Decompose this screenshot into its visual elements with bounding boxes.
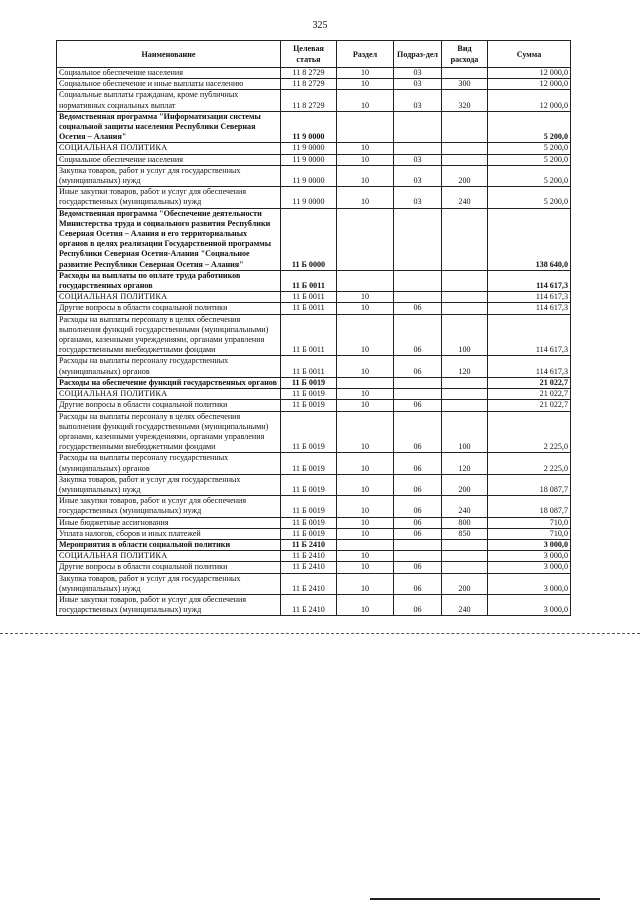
cell-name: Иные закупки товаров, работ и услуг для обеспечения государственных (муниципальных) нужд xyxy=(57,594,281,615)
header-type: Вид расхода xyxy=(442,41,488,68)
cell-subsection: 06 xyxy=(394,474,442,495)
cell-type xyxy=(442,400,488,411)
cell-section: 10 xyxy=(337,356,394,377)
cell-section: 10 xyxy=(337,143,394,154)
cell-type xyxy=(442,562,488,573)
table-row xyxy=(57,539,571,550)
cell-section xyxy=(337,539,394,550)
cell-subsection: 06 xyxy=(394,594,442,615)
cell-type: 240 xyxy=(442,496,488,517)
table-row xyxy=(57,187,571,208)
cell-section: 10 xyxy=(337,517,394,528)
cell-target: 11 Б 0019 xyxy=(281,400,337,411)
cell-type xyxy=(442,303,488,314)
cell-type xyxy=(442,551,488,562)
header-name: Наименование xyxy=(57,41,281,68)
cell-name: Уплата налогов, сборов и иных платежей xyxy=(57,528,281,539)
cell-subsection xyxy=(394,539,442,550)
cell-target: 11 Б 0019 xyxy=(281,453,337,474)
cell-name: Социальные выплаты гражданам, кроме публичных нормативных социальных выплат xyxy=(57,90,281,111)
cell-section: 10 xyxy=(337,154,394,165)
table-row xyxy=(57,303,571,314)
cell-type: 100 xyxy=(442,314,488,356)
cell-name: Иные закупки товаров, работ и услуг для обеспечения государственных (муниципальных) нужд xyxy=(57,496,281,517)
cell-subsection: 06 xyxy=(394,573,442,594)
table-header-row xyxy=(57,41,571,68)
table-row xyxy=(57,528,571,539)
cell-section: 10 xyxy=(337,594,394,615)
cell-type xyxy=(442,292,488,303)
cell-section: 10 xyxy=(337,187,394,208)
table-row xyxy=(57,573,571,594)
cell-section: 10 xyxy=(337,292,394,303)
cell-subsection xyxy=(394,551,442,562)
table-row xyxy=(57,143,571,154)
cell-sum: 3 000,0 xyxy=(488,573,571,594)
cell-subsection: 03 xyxy=(394,154,442,165)
cell-name: Расходы на выплаты персоналу государственных (муниципальных) органов xyxy=(57,356,281,377)
cell-sum: 114 617,3 xyxy=(488,356,571,377)
cell-type: 200 xyxy=(442,165,488,186)
table-row xyxy=(57,517,571,528)
cell-name: Закупка товаров, работ и услуг для государственных (муниципальных) нужд xyxy=(57,165,281,186)
table-row xyxy=(57,292,571,303)
cell-subsection: 06 xyxy=(394,314,442,356)
cell-type: 120 xyxy=(442,356,488,377)
header-subsection: Подраз-дел xyxy=(394,41,442,68)
cell-target: 11 Б 0011 xyxy=(281,356,337,377)
cell-sum: 12 000,0 xyxy=(488,90,571,111)
cell-target: 11 Б 2410 xyxy=(281,594,337,615)
cell-target: 11 9 0000 xyxy=(281,187,337,208)
cell-section: 10 xyxy=(337,573,394,594)
cell-type xyxy=(442,208,488,270)
cell-subsection: 06 xyxy=(394,562,442,573)
cell-subsection: 03 xyxy=(394,68,442,79)
cell-target: 11 8 2729 xyxy=(281,79,337,90)
cell-name: СОЦИАЛЬНАЯ ПОЛИТИКА xyxy=(57,292,281,303)
cell-sum: 12 000,0 xyxy=(488,68,571,79)
page-number: 325 xyxy=(312,20,328,31)
cell-subsection xyxy=(394,111,442,143)
cell-target: 11 9 0000 xyxy=(281,111,337,143)
cell-sum: 5 200,0 xyxy=(488,111,571,143)
cell-section: 10 xyxy=(337,474,394,495)
cell-type: 850 xyxy=(442,528,488,539)
cell-subsection: 03 xyxy=(394,79,442,90)
cell-sum: 12 000,0 xyxy=(488,79,571,90)
cell-subsection: 06 xyxy=(394,517,442,528)
cell-name: СОЦИАЛЬНАЯ ПОЛИТИКА xyxy=(57,143,281,154)
bottom-rule xyxy=(370,898,600,900)
table-row xyxy=(57,496,571,517)
cell-name: Иные закупки товаров, работ и услуг для обеспечения государственных (муниципальных) нужд xyxy=(57,187,281,208)
cell-target: 11 9 0000 xyxy=(281,143,337,154)
cell-target: 11 9 0000 xyxy=(281,165,337,186)
table-row xyxy=(57,90,571,111)
table-row xyxy=(57,474,571,495)
table-row xyxy=(57,389,571,400)
cell-type xyxy=(442,68,488,79)
cell-name: Расходы на обеспечение функций государственных органов xyxy=(57,377,281,388)
cell-sum: 710,0 xyxy=(488,517,571,528)
cell-section: 10 xyxy=(337,303,394,314)
cell-subsection: 06 xyxy=(394,528,442,539)
cut-line xyxy=(0,633,640,634)
table-row xyxy=(57,356,571,377)
cell-target: 11 Б 2410 xyxy=(281,562,337,573)
cell-sum: 114 617,3 xyxy=(488,314,571,356)
cell-type: 120 xyxy=(442,453,488,474)
cell-name: Расходы на выплаты по оплате труда работников государственных органов xyxy=(57,270,281,291)
header-section: Раздел xyxy=(337,41,394,68)
cell-sum: 21 022,7 xyxy=(488,389,571,400)
cell-sum: 5 200,0 xyxy=(488,154,571,165)
cell-target: 11 Б 2410 xyxy=(281,551,337,562)
cell-type: 300 xyxy=(442,79,488,90)
cell-target: 11 Б 0011 xyxy=(281,303,337,314)
cell-section: 10 xyxy=(337,79,394,90)
cell-type xyxy=(442,539,488,550)
cell-target: 11 Б 0011 xyxy=(281,270,337,291)
cell-sum: 5 200,0 xyxy=(488,143,571,154)
cell-name: Расходы на выплаты персоналу в целях обеспечения выполнения функций государственными (муниципальными) органами, казенными учреждениями, органами управления государственными внебюджетными фондами xyxy=(57,411,281,453)
cell-section: 10 xyxy=(337,453,394,474)
cell-section: 10 xyxy=(337,528,394,539)
cell-subsection: 06 xyxy=(394,356,442,377)
cell-name: Социальное обеспечение населения xyxy=(57,154,281,165)
cell-target: 11 8 2729 xyxy=(281,90,337,111)
cell-section xyxy=(337,270,394,291)
cell-subsection xyxy=(394,389,442,400)
cell-target: 11 8 2729 xyxy=(281,68,337,79)
cell-sum: 114 617,3 xyxy=(488,292,571,303)
cell-sum: 3 000,0 xyxy=(488,539,571,550)
cell-section xyxy=(337,111,394,143)
cell-sum: 2 225,0 xyxy=(488,453,571,474)
cell-name: Другие вопросы в области социальной политики xyxy=(57,562,281,573)
table-row xyxy=(57,154,571,165)
cell-target: 11 Б 0019 xyxy=(281,411,337,453)
cell-sum: 5 200,0 xyxy=(488,165,571,186)
table-row xyxy=(57,165,571,186)
table-row xyxy=(57,411,571,453)
cell-type: 200 xyxy=(442,573,488,594)
cell-section: 10 xyxy=(337,389,394,400)
cell-name: Другие вопросы в области социальной политики xyxy=(57,303,281,314)
cell-type xyxy=(442,154,488,165)
cell-subsection: 06 xyxy=(394,453,442,474)
cell-subsection: 06 xyxy=(394,496,442,517)
cell-section xyxy=(337,208,394,270)
cell-sum: 5 200,0 xyxy=(488,187,571,208)
cell-type: 240 xyxy=(442,187,488,208)
cell-type xyxy=(442,143,488,154)
cell-sum: 21 022,7 xyxy=(488,377,571,388)
cell-subsection xyxy=(394,270,442,291)
cell-type xyxy=(442,270,488,291)
cell-subsection xyxy=(394,292,442,303)
table-row xyxy=(57,562,571,573)
cell-target: 11 Б 0019 xyxy=(281,528,337,539)
cell-target: 11 9 0000 xyxy=(281,154,337,165)
table-row xyxy=(57,68,571,79)
table-row xyxy=(57,270,571,291)
cell-section: 10 xyxy=(337,314,394,356)
cell-name: Мероприятия в области социальной политики xyxy=(57,539,281,550)
cell-subsection: 06 xyxy=(394,303,442,314)
cell-subsection xyxy=(394,377,442,388)
cell-name: Закупка товаров, работ и услуг для государственных (муниципальных) нужд xyxy=(57,474,281,495)
cell-target: 11 Б 2410 xyxy=(281,573,337,594)
cell-sum: 138 640,0 xyxy=(488,208,571,270)
cell-section: 10 xyxy=(337,400,394,411)
cell-type xyxy=(442,111,488,143)
cell-name: Иные бюджетные ассигнования xyxy=(57,517,281,528)
cell-section: 10 xyxy=(337,562,394,573)
cell-subsection xyxy=(394,208,442,270)
cell-type: 800 xyxy=(442,517,488,528)
table-row xyxy=(57,453,571,474)
cell-sum: 114 617,3 xyxy=(488,303,571,314)
cell-name: Расходы на выплаты персоналу в целях обеспечения выполнения функций государственными (муниципальными) органами, казенными учреждениями, органами управления государственными внебюджетными фондами xyxy=(57,314,281,356)
cell-sum: 3 000,0 xyxy=(488,594,571,615)
cell-target: 11 Б 0000 xyxy=(281,208,337,270)
cell-type: 320 xyxy=(442,90,488,111)
cell-type xyxy=(442,377,488,388)
cell-sum: 18 087,7 xyxy=(488,496,571,517)
cell-target: 11 Б 2410 xyxy=(281,539,337,550)
cell-section: 10 xyxy=(337,496,394,517)
table-row xyxy=(57,377,571,388)
cell-section: 10 xyxy=(337,90,394,111)
cell-sum: 3 000,0 xyxy=(488,562,571,573)
cell-name: Другие вопросы в области социальной политики xyxy=(57,400,281,411)
table-row xyxy=(57,111,571,143)
cell-subsection: 03 xyxy=(394,187,442,208)
cell-sum: 710,0 xyxy=(488,528,571,539)
cell-name: СОЦИАЛЬНАЯ ПОЛИТИКА xyxy=(57,551,281,562)
cell-target: 11 Б 0011 xyxy=(281,292,337,303)
table-row xyxy=(57,400,571,411)
cell-name: Социальное обеспечение населения xyxy=(57,68,281,79)
cell-type: 100 xyxy=(442,411,488,453)
header-target: Целевая статья xyxy=(281,41,337,68)
cell-name: Ведомственная программа "Информатизация системы социальной защиты населения Республики Северная Осетия – Алания" xyxy=(57,111,281,143)
cell-name: Расходы на выплаты персоналу государственных (муниципальных) органов xyxy=(57,453,281,474)
cell-type: 240 xyxy=(442,594,488,615)
cell-subsection xyxy=(394,143,442,154)
table-row xyxy=(57,551,571,562)
cell-section: 10 xyxy=(337,411,394,453)
cell-target: 11 Б 0019 xyxy=(281,474,337,495)
cell-type: 200 xyxy=(442,474,488,495)
cell-section: 10 xyxy=(337,68,394,79)
cell-section: 10 xyxy=(337,551,394,562)
cell-name: Закупка товаров, работ и услуг для государственных (муниципальных) нужд xyxy=(57,573,281,594)
cell-name: Социальное обеспечение и иные выплаты населению xyxy=(57,79,281,90)
cell-subsection: 03 xyxy=(394,90,442,111)
budget-table xyxy=(56,40,571,616)
cell-target: 11 Б 0011 xyxy=(281,314,337,356)
cell-name: Ведомственная программа "Обеспечение деятельности Министерства труда и социального развития Республики Северная Осетия – Алания и его территориальных органов в целях реализации Государственной программы Республики Северная Осетия-Алания "Социальное развитие Республики Северная Осетия – Алания" xyxy=(57,208,281,270)
table-row xyxy=(57,594,571,615)
cell-target: 11 Б 0019 xyxy=(281,496,337,517)
cell-name: СОЦИАЛЬНАЯ ПОЛИТИКА xyxy=(57,389,281,400)
table-row xyxy=(57,314,571,356)
cell-target: 11 Б 0019 xyxy=(281,517,337,528)
cell-subsection: 06 xyxy=(394,411,442,453)
cell-sum: 3 000,0 xyxy=(488,551,571,562)
cell-section xyxy=(337,377,394,388)
cell-subsection: 06 xyxy=(394,400,442,411)
cell-sum: 21 022,7 xyxy=(488,400,571,411)
table-row xyxy=(57,79,571,90)
cell-target: 11 Б 0019 xyxy=(281,389,337,400)
cell-sum: 114 617,3 xyxy=(488,270,571,291)
header-sum: Сумма xyxy=(488,41,571,68)
cell-section: 10 xyxy=(337,165,394,186)
cell-target: 11 Б 0019 xyxy=(281,377,337,388)
cell-sum: 18 087,7 xyxy=(488,474,571,495)
cell-type xyxy=(442,389,488,400)
table-row xyxy=(57,208,571,270)
cell-subsection: 03 xyxy=(394,165,442,186)
cell-sum: 2 225,0 xyxy=(488,411,571,453)
